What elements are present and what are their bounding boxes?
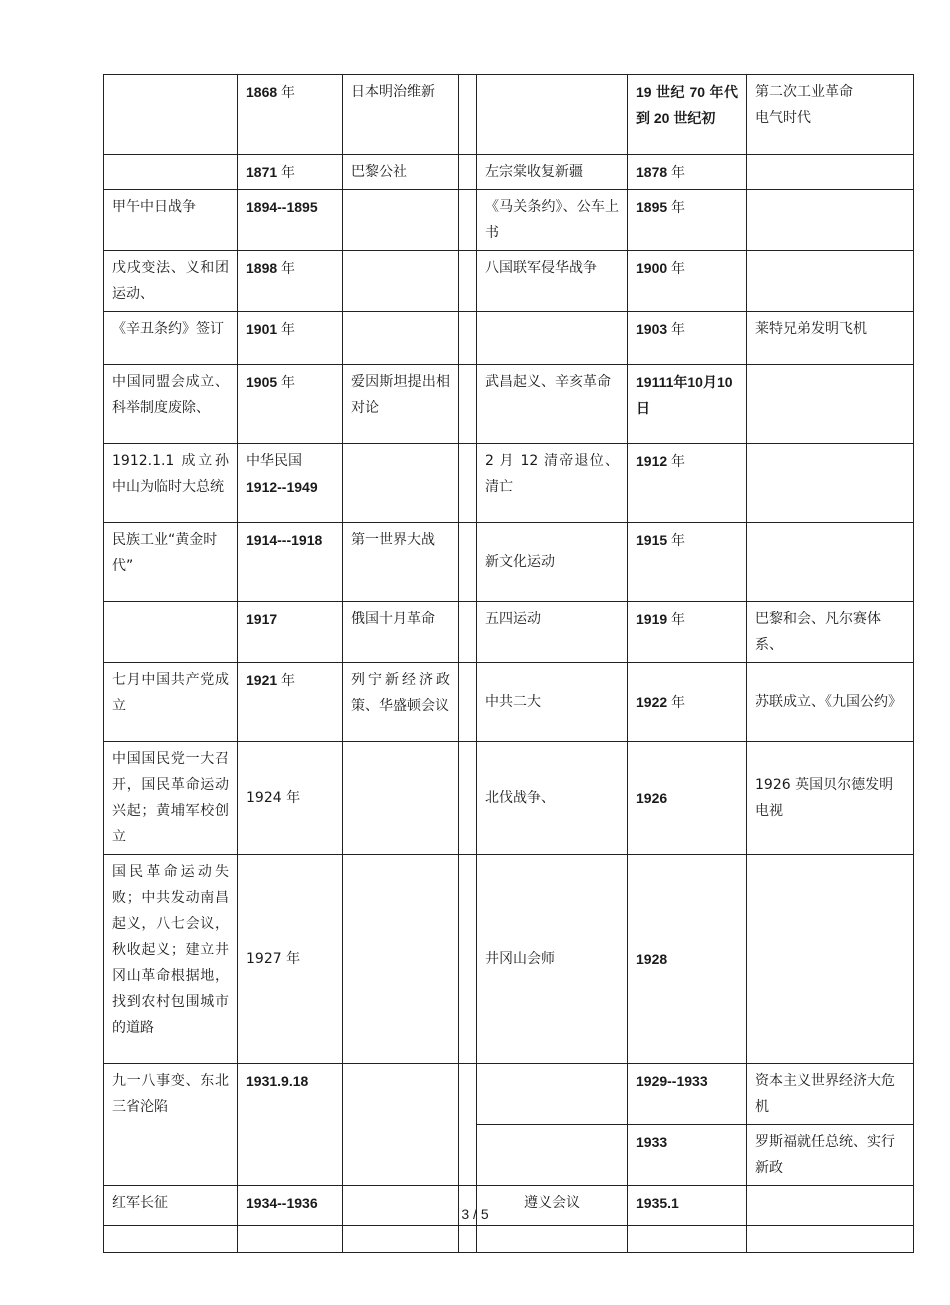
spacer-cell [459, 190, 477, 251]
table-row [104, 742, 914, 855]
spacer-cell [459, 742, 477, 855]
year-cell: 1928 [628, 855, 747, 1064]
china-event-cell: 九一八事变、东北三省沦陷 [104, 1064, 238, 1186]
china-event-cell: 八国联军侵华战争 [477, 251, 628, 312]
year-cell: 1894--1895 [238, 190, 343, 251]
year-cell: 19 世纪 70 年代到 20 世纪初 [628, 75, 747, 155]
world-event-cell [747, 1226, 914, 1253]
year-cell: 1901 年 [238, 312, 343, 365]
world-event-cell [343, 251, 459, 312]
year-cell: 1895 年 [628, 190, 747, 251]
china-event-cell: 红军长征 [104, 1186, 238, 1226]
year-cell [238, 1226, 343, 1253]
world-event-cell [747, 444, 914, 523]
china-event-cell: 井冈山会师 [477, 855, 628, 1064]
table-row [104, 312, 914, 365]
world-event-cell [343, 1064, 459, 1186]
table-row [104, 365, 914, 444]
china-event-cell [477, 1064, 628, 1125]
world-event-cell: 第二次工业革命 电气时代 [747, 75, 914, 155]
china-event-cell: 民族工业“黄金时代” [104, 523, 238, 602]
world-event-cell: 莱特兄弟发明飞机 [747, 312, 914, 365]
spacer-cell [459, 251, 477, 312]
china-event-cell [477, 312, 628, 365]
table-row [104, 1064, 914, 1125]
world-event-cell: 俄国十月革命 [343, 602, 459, 663]
spacer-cell [459, 1064, 477, 1186]
year-cell: 1898 年 [238, 251, 343, 312]
world-event-cell [747, 251, 914, 312]
world-event-cell [343, 742, 459, 855]
china-event-cell [477, 1125, 628, 1186]
world-event-cell [343, 1226, 459, 1253]
china-event-cell: 七月中国共产党成立 [104, 663, 238, 742]
china-event-cell: 左宗棠收复新疆 [477, 155, 628, 190]
china-event-cell [104, 75, 238, 155]
world-event-cell: 1926 英国贝尔德发明电视 [747, 742, 914, 855]
world-event-cell [747, 855, 914, 1064]
table-row [104, 602, 914, 663]
world-event-cell: 资本主义世界经济大危机 [747, 1064, 914, 1125]
table-row [104, 855, 914, 1064]
year-cell: 1929--1933 [628, 1064, 747, 1125]
year-cell: 1868 年 [238, 75, 343, 155]
spacer-cell [459, 75, 477, 155]
world-event-cell [747, 365, 914, 444]
world-event-cell: 巴黎和会、凡尔赛体系、 [747, 602, 914, 663]
china-event-cell: 五四运动 [477, 602, 628, 663]
world-event-cell: 日本明治维新 [343, 75, 459, 155]
china-event-cell: 甲午中日战争 [104, 190, 238, 251]
world-event-cell: 爱因斯坦提出相对论 [343, 365, 459, 444]
year-cell: 中华民国 1912--1949 [238, 444, 343, 523]
china-event-cell: 遵义会议 [477, 1186, 628, 1226]
china-event-cell: 中共二大 [477, 663, 628, 742]
table-row [104, 444, 914, 523]
year-cell: 1900 年 [628, 251, 747, 312]
china-event-cell: 《辛丑条约》签订 [104, 312, 238, 365]
year-cell [628, 1226, 747, 1253]
year-cell: 1931.9.18 [238, 1064, 343, 1186]
year-cell: 1915 年 [628, 523, 747, 602]
world-event-cell: 苏联成立、《九国公约》 [747, 663, 914, 742]
year-cell: 1921 年 [238, 663, 343, 742]
world-event-cell [343, 444, 459, 523]
spacer-cell [459, 365, 477, 444]
china-event-cell: 中国同盟会成立、科举制度废除、 [104, 365, 238, 444]
china-event-cell [477, 1226, 628, 1253]
china-event-cell: 2 月 12 清帝退位、清亡 [477, 444, 628, 523]
china-event-cell: 国民革命运动失败；中共发动南昌起义，八七会议，秋收起义；建立井冈山革命根据地，找到农村包围城市的道路 [104, 855, 238, 1064]
year-cell: 1917 [238, 602, 343, 663]
spacer-cell [459, 312, 477, 365]
china-event-cell: 《马关条约》、公车上书 [477, 190, 628, 251]
world-event-cell: 巴黎公社 [343, 155, 459, 190]
year-cell: 1924 年 [238, 742, 343, 855]
spacer-cell [459, 1226, 477, 1253]
year-cell: 1934--1936 [238, 1186, 343, 1226]
table-row [104, 523, 914, 602]
year-cell: 1903 年 [628, 312, 747, 365]
year-cell: 1933 [628, 1125, 747, 1186]
year-cell: 19111年10月10 日 [628, 365, 747, 444]
world-event-cell [747, 523, 914, 602]
spacer-cell [459, 444, 477, 523]
table-row [104, 75, 914, 155]
china-event-cell: 中国国民党一大召开，国民革命运动兴起；黄埔军校创立 [104, 742, 238, 855]
year-cell: 1927 年 [238, 855, 343, 1064]
world-event-cell: 罗斯福就任总统、实行新政 [747, 1125, 914, 1186]
year-cell: 1922 年 [628, 663, 747, 742]
year-cell: 1919 年 [628, 602, 747, 663]
year-cell: 1878 年 [628, 155, 747, 190]
china-event-cell: 戊戌变法、义和团运动、 [104, 251, 238, 312]
history-timeline-table [103, 74, 914, 1253]
spacer-cell [459, 855, 477, 1064]
spacer-cell [459, 663, 477, 742]
spacer-cell [459, 602, 477, 663]
china-event-cell: 新文化运动 [477, 523, 628, 602]
world-event-cell [747, 190, 914, 251]
year-cell: 1926 [628, 742, 747, 855]
china-event-cell [477, 75, 628, 155]
year-cell: 1935.1 [628, 1186, 747, 1226]
year-cell: 1912 年 [628, 444, 747, 523]
china-event-cell: 1912.1.1 成立孙中山为临时大总统 [104, 444, 238, 523]
world-event-cell [343, 312, 459, 365]
year-cell: 1914---1918 [238, 523, 343, 602]
year-cell: 1905 年 [238, 365, 343, 444]
table-row [104, 190, 914, 251]
world-event-cell [343, 855, 459, 1064]
china-event-cell [104, 602, 238, 663]
table-row [104, 251, 914, 312]
table-row [104, 155, 914, 190]
spacer-cell [459, 523, 477, 602]
world-event-cell: 列宁新经济政策、华盛顿会议 [343, 663, 459, 742]
spacer-cell [459, 155, 477, 190]
table-row [104, 1226, 914, 1253]
china-event-cell: 北伐战争、 [477, 742, 628, 855]
china-event-cell: 武昌起义、辛亥革命 [477, 365, 628, 444]
page-number: 3 / 5 [461, 1206, 489, 1222]
china-event-cell [104, 1226, 238, 1253]
world-event-cell [343, 190, 459, 251]
year-cell: 1871 年 [238, 155, 343, 190]
table-row [104, 663, 914, 742]
world-event-cell: 第一世界大战 [343, 523, 459, 602]
world-event-cell [747, 155, 914, 190]
china-event-cell [104, 155, 238, 190]
